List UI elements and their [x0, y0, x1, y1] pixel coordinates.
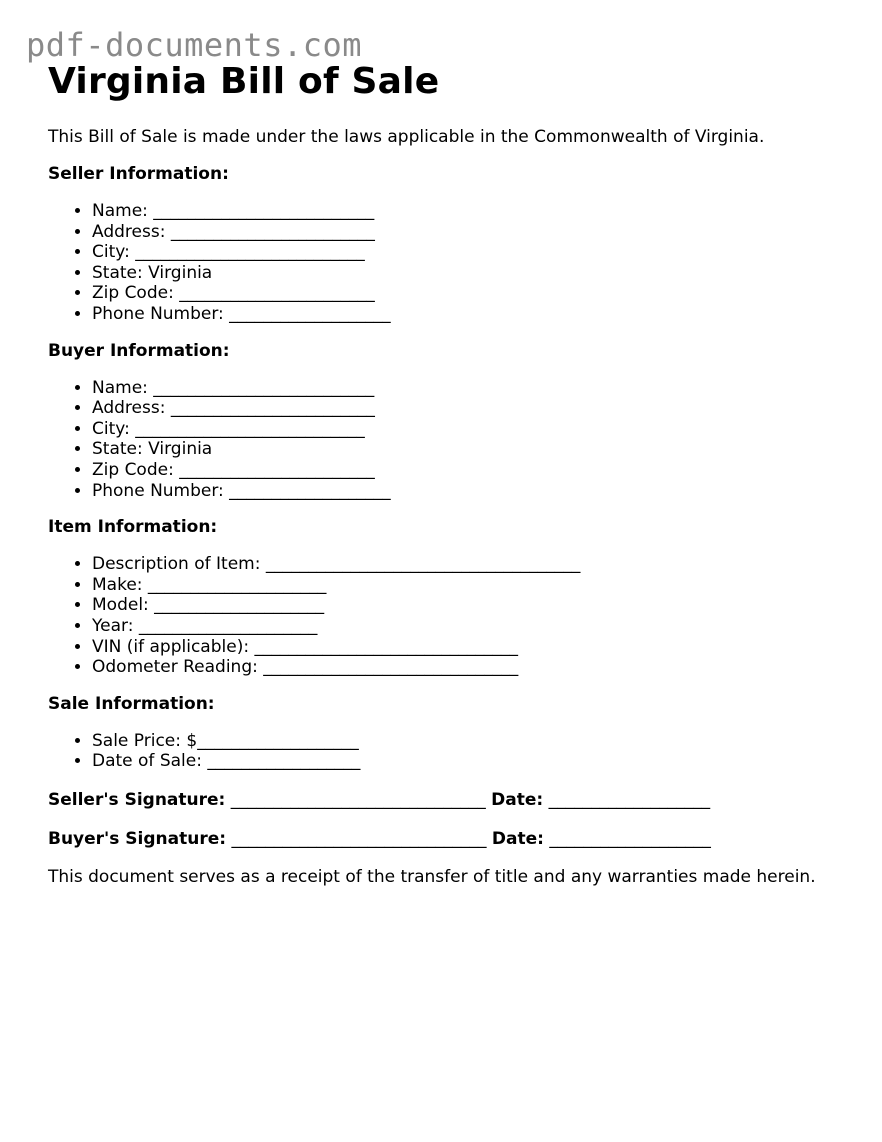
intro-paragraph: This Bill of Sale is made under the laws applicable in the Commonwealth of Virginia.	[48, 127, 765, 147]
buyer-name-field: • Name: __________________________	[92, 378, 858, 399]
seller-city-field: • City: ___________________________	[92, 242, 858, 263]
closing-paragraph: This document serves as a receipt of the transfer of title and any warranties made herein.	[48, 866, 816, 887]
seller-phone-field: • Phone Number: ___________________	[92, 304, 858, 325]
seller-address-field: • Address: ________________________	[92, 222, 858, 243]
buyer-date-blank: ___________________	[543, 828, 711, 849]
buyer-section-heading: Buyer Information:	[48, 340, 230, 361]
item-make-field: • Make: _____________________	[92, 575, 858, 596]
item-description-field: • Description of Item: _____________________________________	[92, 554, 858, 575]
document-page	[48, 60, 858, 888]
buyer-phone-field: • Phone Number: ___________________	[92, 481, 858, 502]
sale-date-field: • Date of Sale: __________________	[92, 751, 858, 772]
buyer-signature-label: Buyer's Signature:	[48, 828, 227, 849]
buyer-zip-field: • Zip Code: _______________________	[92, 460, 858, 481]
item-odometer-field: • Odometer Reading: ______________________________	[92, 657, 858, 678]
seller-date-blank: ___________________	[543, 789, 711, 810]
item-fields-list	[48, 554, 858, 678]
buyer-date-label: Date:	[491, 828, 544, 849]
seller-state-field: • State: Virginia	[92, 263, 858, 284]
buyer-fields-list	[48, 378, 858, 502]
seller-zip-field: • Zip Code: _______________________	[92, 283, 858, 304]
watermark-text: pdf-documents.com	[26, 26, 363, 64]
buyer-city-field: • City: ___________________________	[92, 419, 858, 440]
buyer-state-field: • State: Virginia	[92, 439, 858, 460]
buyer-signature-line	[48, 828, 858, 850]
seller-name-field: • Name: __________________________	[92, 201, 858, 222]
item-year-field: • Year: _____________________	[92, 616, 858, 637]
sale-section-heading: Sale Information:	[48, 693, 215, 714]
item-vin-field: • VIN (if applicable): _______________________________	[92, 637, 858, 658]
seller-fields-list	[48, 201, 858, 325]
seller-signature-label: Seller's Signature:	[48, 789, 226, 810]
document-title: Virginia Bill of Sale	[48, 61, 440, 102]
buyer-signature-blank: ______________________________	[226, 828, 492, 849]
buyer-address-field: • Address: ________________________	[92, 398, 858, 419]
sale-fields-list	[48, 731, 858, 772]
sale-price-field: • Sale Price: $___________________	[92, 731, 858, 752]
seller-section-heading: Seller Information:	[48, 164, 229, 184]
seller-signature-line	[48, 789, 858, 811]
seller-date-label: Date:	[491, 789, 544, 810]
item-model-field: • Model: ____________________	[92, 595, 858, 616]
item-section-heading: Item Information:	[48, 517, 218, 538]
seller-signature-blank: ______________________________	[225, 789, 492, 810]
